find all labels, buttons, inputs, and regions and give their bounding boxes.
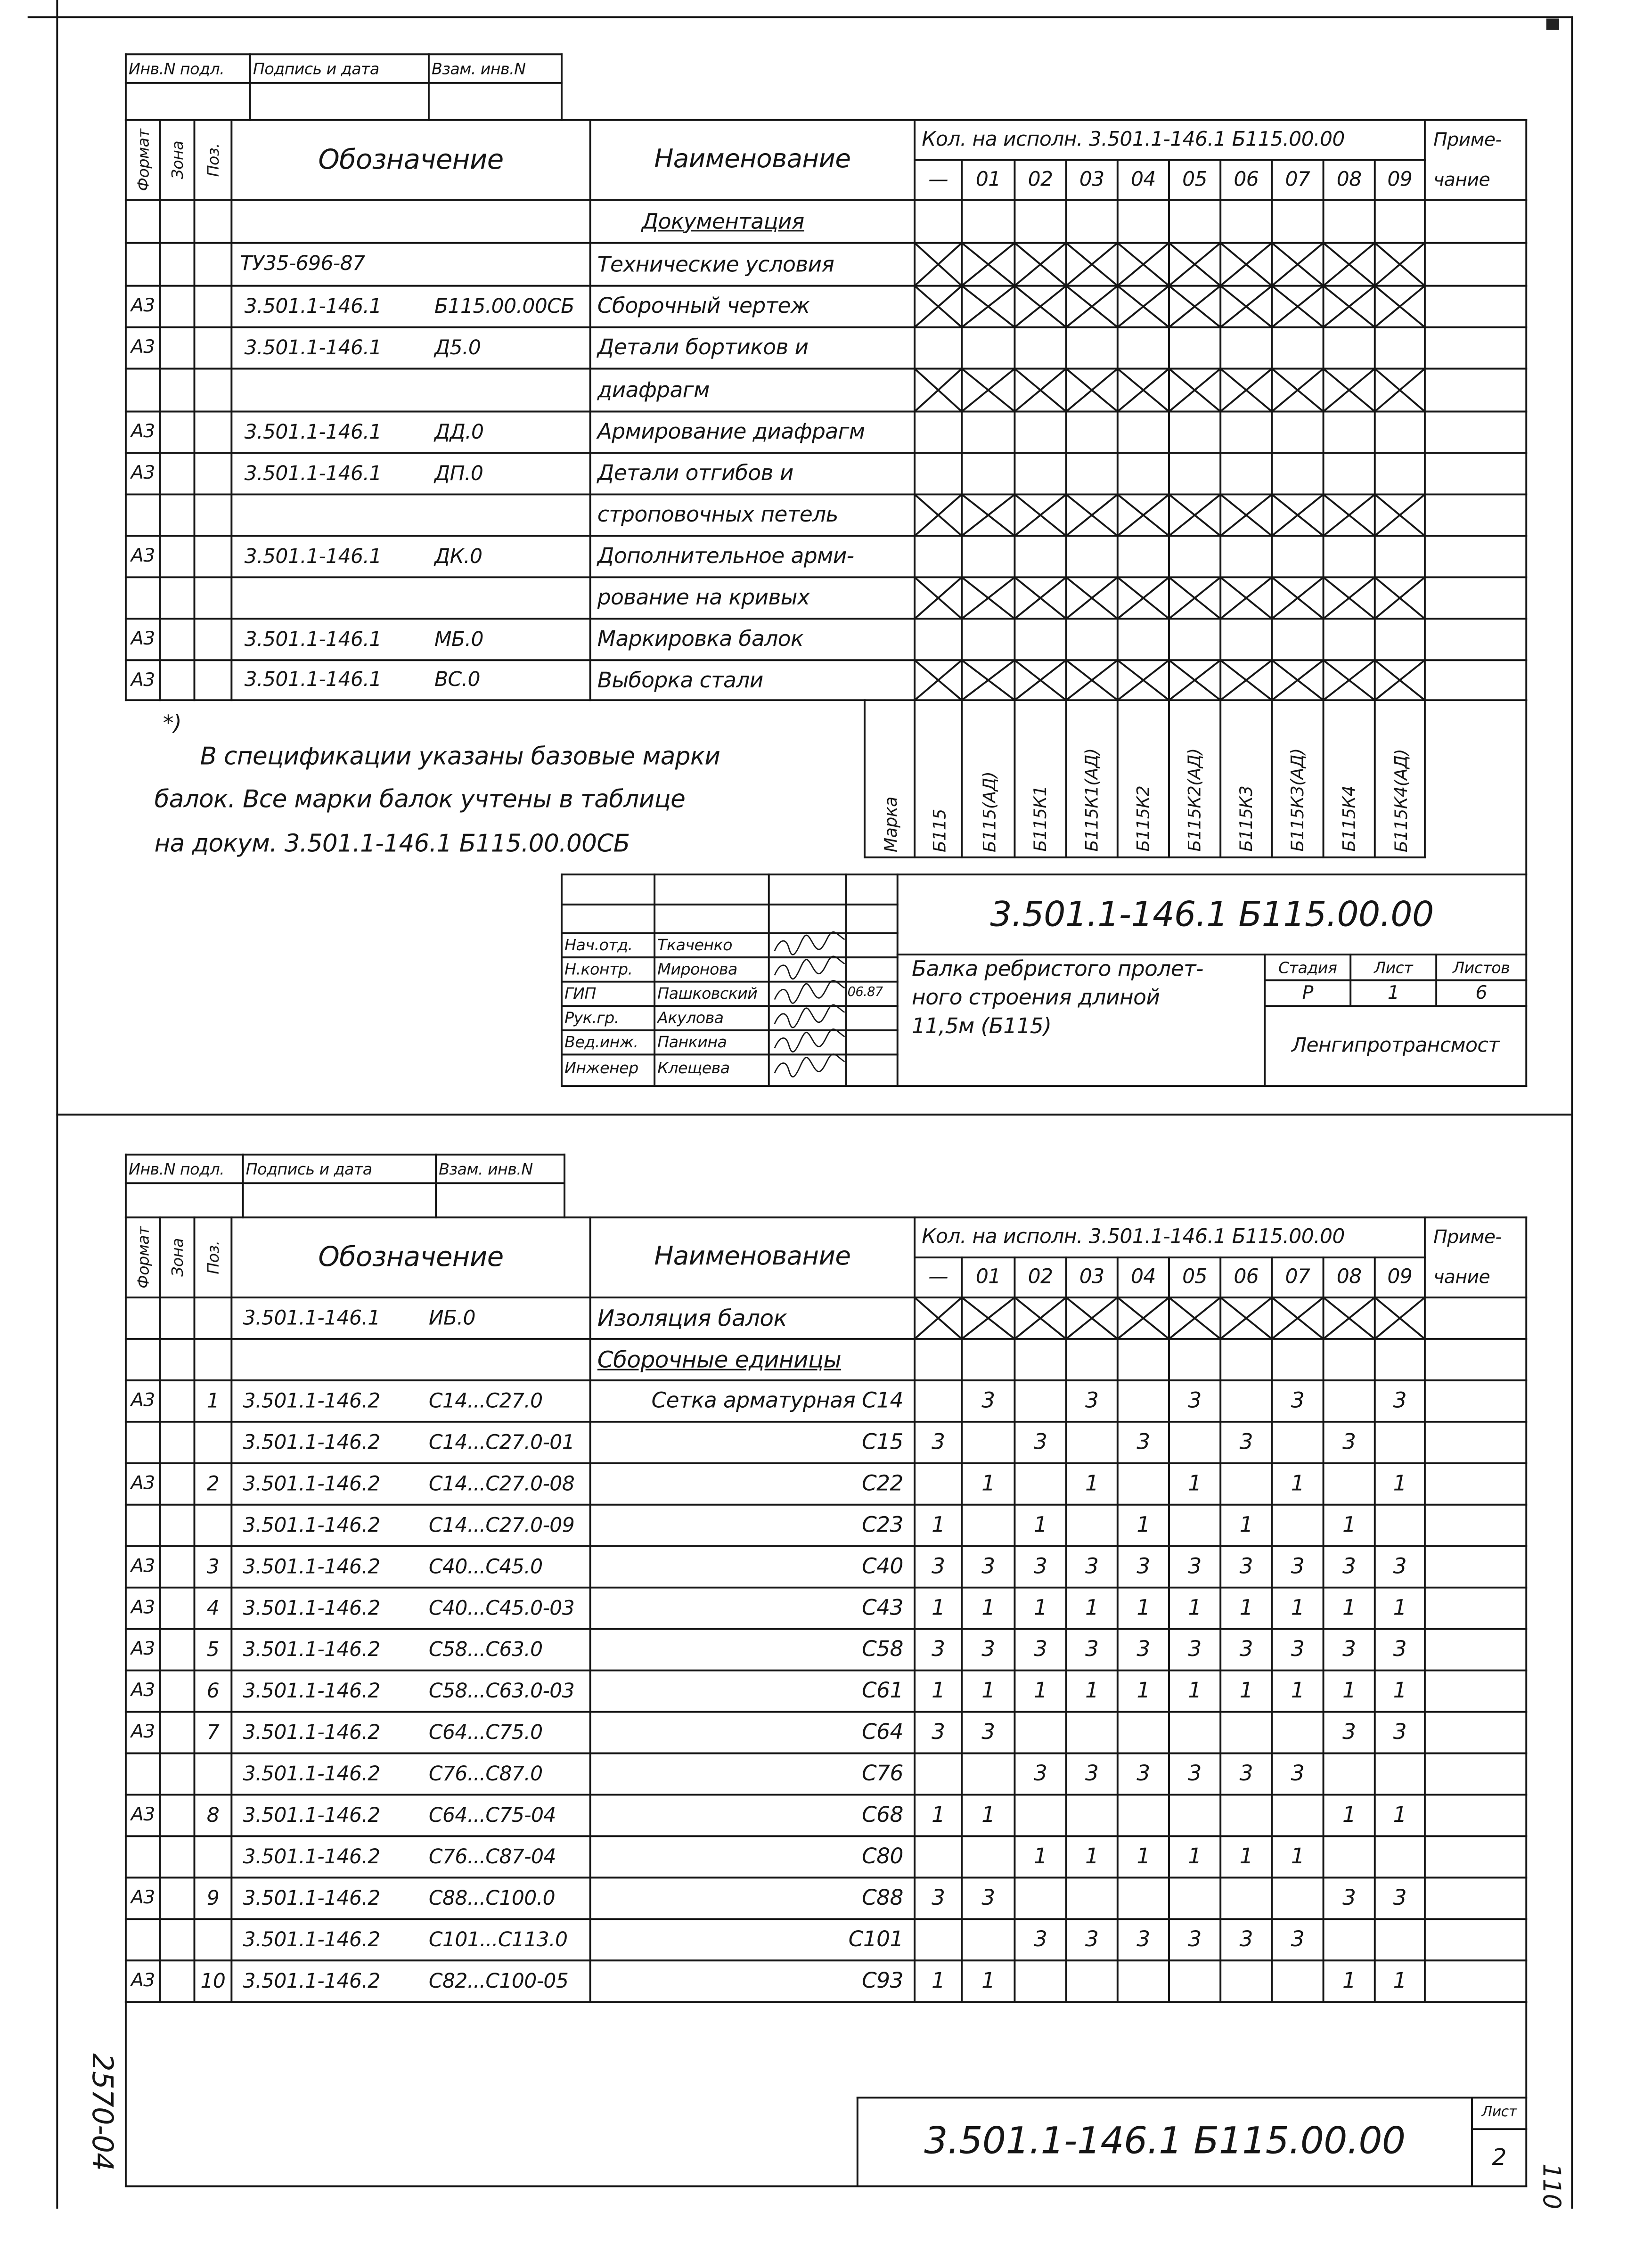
variant-column-header: — [928, 1266, 948, 1289]
quantity-cell: 1 [981, 1677, 995, 1704]
quantity-cell: 3 [1239, 1429, 1253, 1455]
designation-cell: 3.501.1-146.2 [243, 1762, 380, 1786]
stamp-inventory-label: Инв.N подл. [128, 59, 225, 78]
quantity-cell: 1 [1085, 1843, 1099, 1869]
name-header: Наименование [654, 144, 851, 175]
beam-mark-label: Б115 [928, 808, 948, 852]
format-cell: А3 [131, 1473, 155, 1495]
stage-value: Р [1302, 982, 1313, 1004]
stamp-replacement-label: Взам. инв.N [439, 1159, 533, 1178]
quantity-cell: 1 [1342, 1511, 1356, 1538]
quantity-cell: 3 [1085, 1760, 1099, 1787]
quantity-cell: 3 [1291, 1926, 1305, 1952]
designation-cell: 3.501.1-146.2 [243, 1638, 380, 1661]
document-code-cell: С64...С75.0 [428, 1721, 543, 1744]
position-cell: 10 [200, 1969, 226, 1993]
quantity-cell: 1 [1085, 1677, 1099, 1704]
name-cell: Дополнительное арми- [597, 543, 854, 569]
stage-label: Стадия [1278, 958, 1337, 977]
variant-column-header: 04 [1130, 1266, 1156, 1289]
quantity-header: Кол. на исполн. 3.501.1-146.1 Б115.00.00 [922, 128, 1345, 152]
format-cell: А3 [131, 295, 155, 318]
format-cell: А3 [131, 1970, 155, 1992]
document-code-cell: С64...С75-04 [428, 1804, 556, 1827]
quantity-cell: 1 [1291, 1677, 1305, 1704]
note-header: чание [1433, 1266, 1490, 1289]
quantity-cell: 3 [1239, 1760, 1253, 1787]
designation-cell: 3.501.1-146.2 [243, 1680, 380, 1703]
document-designation: 3.501.1-146.1 Б115.00.00 [990, 894, 1434, 935]
sheet-number: 1 [1387, 982, 1399, 1004]
quantity-cell: 1 [1342, 1967, 1356, 1994]
footnote-line: В спецификации указаны базовые марки [200, 742, 720, 771]
name-cell: рование на кривых [597, 584, 810, 611]
designation-header: Обозначение [318, 1241, 504, 1273]
title-line: 11,5м (Б115) [912, 1013, 1052, 1039]
mark-name-cell: С101 [848, 1926, 903, 1952]
document-code-cell: С101...С113.0 [428, 1928, 568, 1951]
variant-column-header: 06 [1234, 1266, 1259, 1289]
quantity-cell: 3 [1342, 1636, 1356, 1662]
quantity-cell: 3 [1033, 1553, 1047, 1579]
signer-name: Миронова [657, 960, 737, 979]
position-cell: 1 [206, 1389, 220, 1413]
quantity-cell: 1 [1291, 1594, 1305, 1621]
quantity-cell: 1 [1136, 1677, 1150, 1704]
designation-cell: 3.501.1-146.2 [243, 1514, 380, 1537]
format-header: Формат [133, 1226, 153, 1289]
document-code-cell: МБ.0 [434, 628, 483, 651]
quantity-cell: 3 [1239, 1553, 1253, 1579]
document-code-cell: ДП.0 [434, 462, 483, 485]
beam-mark-label: Б115К4 [1339, 785, 1359, 852]
note-header: чание [1433, 169, 1490, 191]
quantity-cell: 3 [1188, 1387, 1202, 1413]
variant-column-header: 02 [1028, 1266, 1053, 1289]
format-cell: А3 [131, 546, 155, 568]
quantity-cell: 3 [1393, 1553, 1406, 1579]
format-cell: А3 [131, 1887, 155, 1909]
position-cell: 6 [206, 1680, 220, 1703]
position-header: Поз. [204, 143, 222, 177]
designation-cell: 3.501.1-146.2 [243, 1845, 380, 1868]
signer-role: Инженер [564, 1058, 638, 1077]
name-cell: Выборка стали [597, 666, 763, 693]
quantity-cell: 1 [1342, 1594, 1356, 1621]
quantity-cell: 1 [1136, 1594, 1150, 1621]
position-cell: 3 [206, 1555, 220, 1578]
document-code-cell: С82...С100-05 [428, 1969, 569, 1993]
variant-column-header: 06 [1234, 168, 1259, 192]
mark-name-cell: С40 [861, 1553, 903, 1579]
mark-name-cell: С64 [861, 1719, 903, 1745]
quantity-cell: 1 [1136, 1843, 1150, 1869]
variant-column-header: 07 [1285, 1266, 1310, 1289]
quantity-cell: 1 [1291, 1470, 1305, 1496]
quantity-cell: 3 [1291, 1553, 1305, 1579]
quantity-cell: 1 [1188, 1843, 1202, 1869]
position-cell: 8 [206, 1804, 220, 1827]
quantity-cell: 1 [981, 1470, 995, 1496]
quantity-cell: 1 [981, 1594, 995, 1621]
variant-column-header: 02 [1028, 168, 1053, 192]
quantity-cell: 3 [1136, 1926, 1150, 1952]
variant-column-header: 03 [1079, 1266, 1104, 1289]
name-cell: Армирование диафрагм [597, 418, 865, 445]
quantity-cell: 3 [1136, 1760, 1150, 1787]
name-cell: Изоляция балок [597, 1304, 787, 1331]
footnote-line: балок. Все марки балок учтены в таблице [154, 785, 686, 814]
name-cell: Сборочные единицы [597, 1345, 842, 1373]
quantity-cell: 3 [1291, 1387, 1305, 1413]
name-cell: Технические условия [597, 251, 834, 277]
document-code-cell: С76...С87-04 [428, 1845, 556, 1868]
format-cell: А3 [131, 1390, 155, 1412]
zone-header: Зона [168, 1238, 187, 1277]
designation-cell: 3.501.1-146.2 [243, 1389, 380, 1413]
format-cell: А3 [131, 1721, 155, 1744]
variant-column-header: 05 [1182, 1266, 1207, 1289]
quantity-cell: 3 [981, 1719, 995, 1745]
quantity-cell: 3 [1342, 1429, 1356, 1455]
quantity-cell: 3 [1188, 1926, 1202, 1952]
sheet-label: Лист [1481, 2105, 1517, 2121]
name-cell: Детали отгибов и [597, 460, 793, 486]
mark-name-cell: Сетка арматурная С14 [651, 1387, 903, 1413]
document-code-cell: С14...С27.0-08 [428, 1472, 575, 1496]
sheet-label: Лист [1374, 958, 1413, 977]
quantity-cell: 3 [981, 1636, 995, 1662]
name-cell: Детали бортиков и [597, 334, 809, 360]
format-cell: А3 [131, 1597, 155, 1619]
beam-mark-label: Б115К3 [1236, 785, 1257, 852]
footnote-line: на докум. 3.501.1-146.1 Б115.00.00СБ [154, 829, 630, 858]
beam-mark-label: Б115К1(АД) [1081, 748, 1102, 852]
designation-cell: 3.501.1-146.1 [244, 421, 382, 444]
note-header: Приме- [1433, 1226, 1502, 1248]
quantity-cell: 1 [1033, 1594, 1047, 1621]
mark-name-cell: С61 [861, 1677, 903, 1704]
quantity-cell: 3 [1342, 1553, 1356, 1579]
sheets-total: 6 [1475, 982, 1487, 1004]
variant-column-header: 01 [975, 168, 1001, 192]
format-cell: А3 [131, 337, 155, 359]
variant-column-header: 01 [975, 1266, 1001, 1289]
designation-cell: 3.501.1-146.1 [244, 545, 382, 568]
quantity-cell: 3 [1085, 1553, 1099, 1579]
designation-cell: 3.501.1-146.2 [243, 1928, 380, 1951]
designation-cell: 3.501.1-146.2 [243, 1597, 380, 1620]
designation-cell: 3.501.1-146.1 [244, 462, 382, 485]
quantity-cell: 1 [931, 1677, 945, 1704]
document-code-cell: ВС.0 [434, 669, 480, 692]
variant-column-header: 07 [1285, 168, 1310, 192]
quantity-cell: 1 [1342, 1677, 1356, 1704]
designation-header: Обозначение [318, 143, 504, 175]
name-cell: строповочных петель [597, 501, 838, 528]
quantity-cell: 1 [1393, 1967, 1406, 1994]
designation-cell: 3.501.1-146.2 [243, 1431, 380, 1454]
document-code-cell: С58...С63.0 [428, 1638, 543, 1661]
designation-cell: 3.501.1-146.2 [243, 1887, 380, 1910]
note-header: Приме- [1433, 129, 1502, 151]
designation-cell: 3.501.1-146.1 [243, 1306, 380, 1330]
quantity-cell: 1 [981, 1802, 995, 1828]
beam-mark-label: Б115К1 [1030, 785, 1051, 852]
document-code-cell: С14...С27.0 [428, 1389, 543, 1413]
quantity-cell: 3 [1291, 1760, 1305, 1787]
quantity-cell: 1 [1085, 1470, 1099, 1496]
beam-mark-label: Б115К4(АД) [1390, 748, 1410, 852]
organization-name: Ленгипротрансмост [1292, 1034, 1500, 1058]
quantity-cell: 3 [1033, 1429, 1047, 1455]
quantity-cell: 1 [1136, 1511, 1150, 1538]
quantity-cell: 1 [1291, 1843, 1305, 1869]
title-line: ного строения длиной [912, 984, 1160, 1011]
stamp-signature-date-label: Подпись и дата [253, 59, 379, 78]
quantity-cell: 1 [1393, 1802, 1406, 1828]
quantity-cell: 3 [1136, 1429, 1150, 1455]
beam-mark-label: Б115К2 [1133, 785, 1153, 852]
stamp-inventory-label: Инв.N подл. [128, 1159, 225, 1178]
quantity-cell: 3 [1033, 1636, 1047, 1662]
quantity-cell: 1 [1239, 1511, 1253, 1538]
quantity-cell: 1 [931, 1802, 945, 1828]
document-designation: 3.501.1-146.1 Б115.00.00 [924, 2120, 1406, 2163]
quantity-cell: 3 [931, 1636, 945, 1662]
document-code-cell: ДД.0 [434, 421, 484, 444]
title-line: Балка ребристого пролет- [912, 956, 1203, 982]
format-cell: А3 [131, 1680, 155, 1702]
signer-name: Клещева [657, 1058, 730, 1077]
designation-cell: 3.501.1-146.1 [244, 336, 382, 359]
variant-column-header: 04 [1130, 168, 1156, 192]
designation-cell: ТУ35-696-87 [240, 253, 365, 276]
variant-column-header: 05 [1182, 168, 1207, 192]
format-cell: А3 [131, 421, 155, 443]
beam-mark-label: Б115К3(АД) [1287, 748, 1308, 852]
quantity-cell: 3 [1085, 1387, 1099, 1413]
footnote-mark: *) [163, 709, 182, 735]
quantity-cell: 1 [1239, 1594, 1253, 1621]
archive-number: 2570-04 [85, 2053, 120, 2171]
position-cell: 4 [206, 1597, 220, 1620]
document-code-cell: ИБ.0 [428, 1306, 475, 1330]
designation-cell: 3.501.1-146.1 [244, 295, 382, 318]
format-cell: А3 [131, 1639, 155, 1661]
quantity-cell: 3 [1291, 1636, 1305, 1662]
sheets-total-label: Листов [1453, 958, 1510, 977]
quantity-cell: 1 [1239, 1677, 1253, 1704]
quantity-cell: 3 [931, 1885, 945, 1911]
position-header: Поз. [204, 1240, 222, 1274]
name-cell: диафрагм [597, 376, 710, 402]
beam-mark-label: Б115(АД) [978, 771, 998, 852]
quantity-cell: 3 [1393, 1885, 1406, 1911]
signer-role: Нач.отд. [564, 936, 633, 955]
quantity-cell: 1 [931, 1511, 945, 1538]
page-number: 110 [1537, 2163, 1566, 2209]
signer-name: Панкина [657, 1033, 727, 1052]
quantity-cell: 1 [1393, 1677, 1406, 1704]
name-header: Наименование [654, 1241, 851, 1272]
name-cell: Документация [641, 208, 804, 234]
document-code-cell: ДК.0 [434, 545, 482, 568]
quantity-cell: 1 [1033, 1511, 1047, 1538]
signer-role: Н.контр. [564, 960, 633, 979]
format-cell: А3 [131, 463, 155, 485]
signer-name: Акулова [657, 1009, 724, 1028]
quantity-cell: 3 [1188, 1760, 1202, 1787]
quantity-cell: 3 [1239, 1636, 1253, 1662]
mark-name-cell: С68 [861, 1802, 903, 1828]
zone-header: Зона [168, 140, 187, 179]
document-code-cell: С14...С27.0-09 [428, 1514, 575, 1537]
quantity-cell: 3 [1342, 1719, 1356, 1745]
quantity-cell: 3 [1085, 1926, 1099, 1952]
quantity-cell: 3 [981, 1885, 995, 1911]
designation-cell: 3.501.1-146.2 [243, 1721, 380, 1744]
document-code-cell: С58...С63.0-03 [428, 1680, 575, 1703]
variant-column-header: 03 [1079, 168, 1104, 192]
format-header: Формат [133, 129, 153, 191]
quantity-cell: 3 [1239, 1926, 1253, 1952]
position-cell: 9 [206, 1887, 220, 1910]
quantity-cell: 1 [1085, 1594, 1099, 1621]
stamp-signature-date-label: Подпись и дата [245, 1159, 372, 1178]
designation-cell: 3.501.1-146.1 [244, 669, 382, 692]
quantity-cell: 3 [981, 1387, 995, 1413]
signer-role: ГИП [564, 984, 596, 1003]
quantity-cell: 1 [931, 1594, 945, 1621]
position-cell: 2 [206, 1472, 220, 1496]
mark-name-cell: С58 [861, 1636, 903, 1662]
signer-role: Вед.инж. [564, 1033, 638, 1052]
mark-name-cell: С43 [861, 1594, 903, 1621]
stamp-replacement-label: Взам. инв.N [431, 59, 526, 78]
quantity-cell: 1 [1393, 1470, 1406, 1496]
quantity-cell: 3 [1033, 1760, 1047, 1787]
document-code-cell: С40...С45.0-03 [428, 1597, 575, 1620]
quantity-cell: 3 [1136, 1636, 1150, 1662]
sheet-number: 2 [1492, 2143, 1506, 2171]
mark-name-cell: С76 [861, 1760, 903, 1787]
quantity-cell: 1 [1033, 1677, 1047, 1704]
document-code-cell: С76...С87.0 [428, 1762, 543, 1786]
quantity-cell: 3 [931, 1719, 945, 1745]
mark-name-cell: С88 [861, 1885, 903, 1911]
quantity-cell: 3 [1085, 1636, 1099, 1662]
format-cell: А3 [131, 628, 155, 651]
quantity-cell: 1 [981, 1967, 995, 1994]
name-cell: Сборочный чертеж [597, 293, 810, 319]
mark-name-cell: С15 [861, 1429, 903, 1455]
variant-column-header: — [928, 168, 948, 192]
quantity-cell: 3 [1393, 1636, 1406, 1662]
document-code-cell: Д5.0 [434, 336, 481, 359]
variant-column-header: 09 [1387, 168, 1413, 192]
variant-column-header: 09 [1387, 1266, 1413, 1289]
document-code-cell: С88...С100.0 [428, 1887, 556, 1910]
quantity-cell: 3 [1136, 1553, 1150, 1579]
quantity-cell: 3 [1188, 1553, 1202, 1579]
signature-date: 06.87 [847, 986, 883, 1001]
format-cell: А3 [131, 1556, 155, 1578]
position-cell: 5 [206, 1638, 220, 1661]
designation-cell: 3.501.1-146.2 [243, 1969, 380, 1993]
quantity-header: Кол. на исполн. 3.501.1-146.1 Б115.00.00 [922, 1226, 1345, 1249]
variant-column-header: 08 [1336, 1266, 1362, 1289]
document-code-cell: С40...С45.0 [428, 1555, 543, 1578]
beam-mark-label: Б115К2(АД) [1185, 748, 1205, 852]
signer-name: Ткаченко [657, 936, 732, 955]
name-cell: Маркировка балок [597, 626, 803, 652]
format-cell: А3 [131, 669, 155, 691]
designation-cell: 3.501.1-146.2 [243, 1555, 380, 1578]
designation-cell: 3.501.1-146.2 [243, 1472, 380, 1496]
quantity-cell: 3 [931, 1553, 945, 1579]
signer-role: Рук.гр. [564, 1009, 619, 1028]
marka-label: Марка [879, 796, 900, 852]
mark-name-cell: С80 [861, 1843, 903, 1869]
quantity-cell: 3 [931, 1429, 945, 1455]
quantity-cell: 3 [1342, 1885, 1356, 1911]
quantity-cell: 3 [981, 1553, 995, 1579]
document-code-cell: Б115.00.00СБ [434, 295, 574, 318]
quantity-cell: 3 [1033, 1926, 1047, 1952]
position-cell: 7 [206, 1721, 220, 1744]
quantity-cell: 3 [1393, 1387, 1406, 1413]
designation-cell: 3.501.1-146.2 [243, 1804, 380, 1827]
designation-cell: 3.501.1-146.1 [244, 628, 382, 651]
corner-mark [1546, 18, 1559, 30]
quantity-cell: 1 [1342, 1802, 1356, 1828]
format-cell: А3 [131, 1804, 155, 1827]
quantity-cell: 3 [1393, 1719, 1406, 1745]
quantity-cell: 1 [1188, 1594, 1202, 1621]
quantity-cell: 1 [1188, 1677, 1202, 1704]
mark-name-cell: С23 [861, 1511, 903, 1538]
quantity-cell: 1 [1188, 1470, 1202, 1496]
mark-name-cell: С22 [861, 1470, 903, 1496]
quantity-cell: 1 [931, 1967, 945, 1994]
quantity-cell: 1 [1239, 1843, 1253, 1869]
quantity-cell: 1 [1033, 1843, 1047, 1869]
quantity-cell: 1 [1393, 1594, 1406, 1621]
mark-name-cell: С93 [861, 1967, 903, 1994]
signer-name: Пашковский [657, 984, 758, 1003]
variant-column-header: 08 [1336, 168, 1362, 192]
document-code-cell: С14...С27.0-01 [428, 1431, 575, 1454]
quantity-cell: 3 [1188, 1636, 1202, 1662]
